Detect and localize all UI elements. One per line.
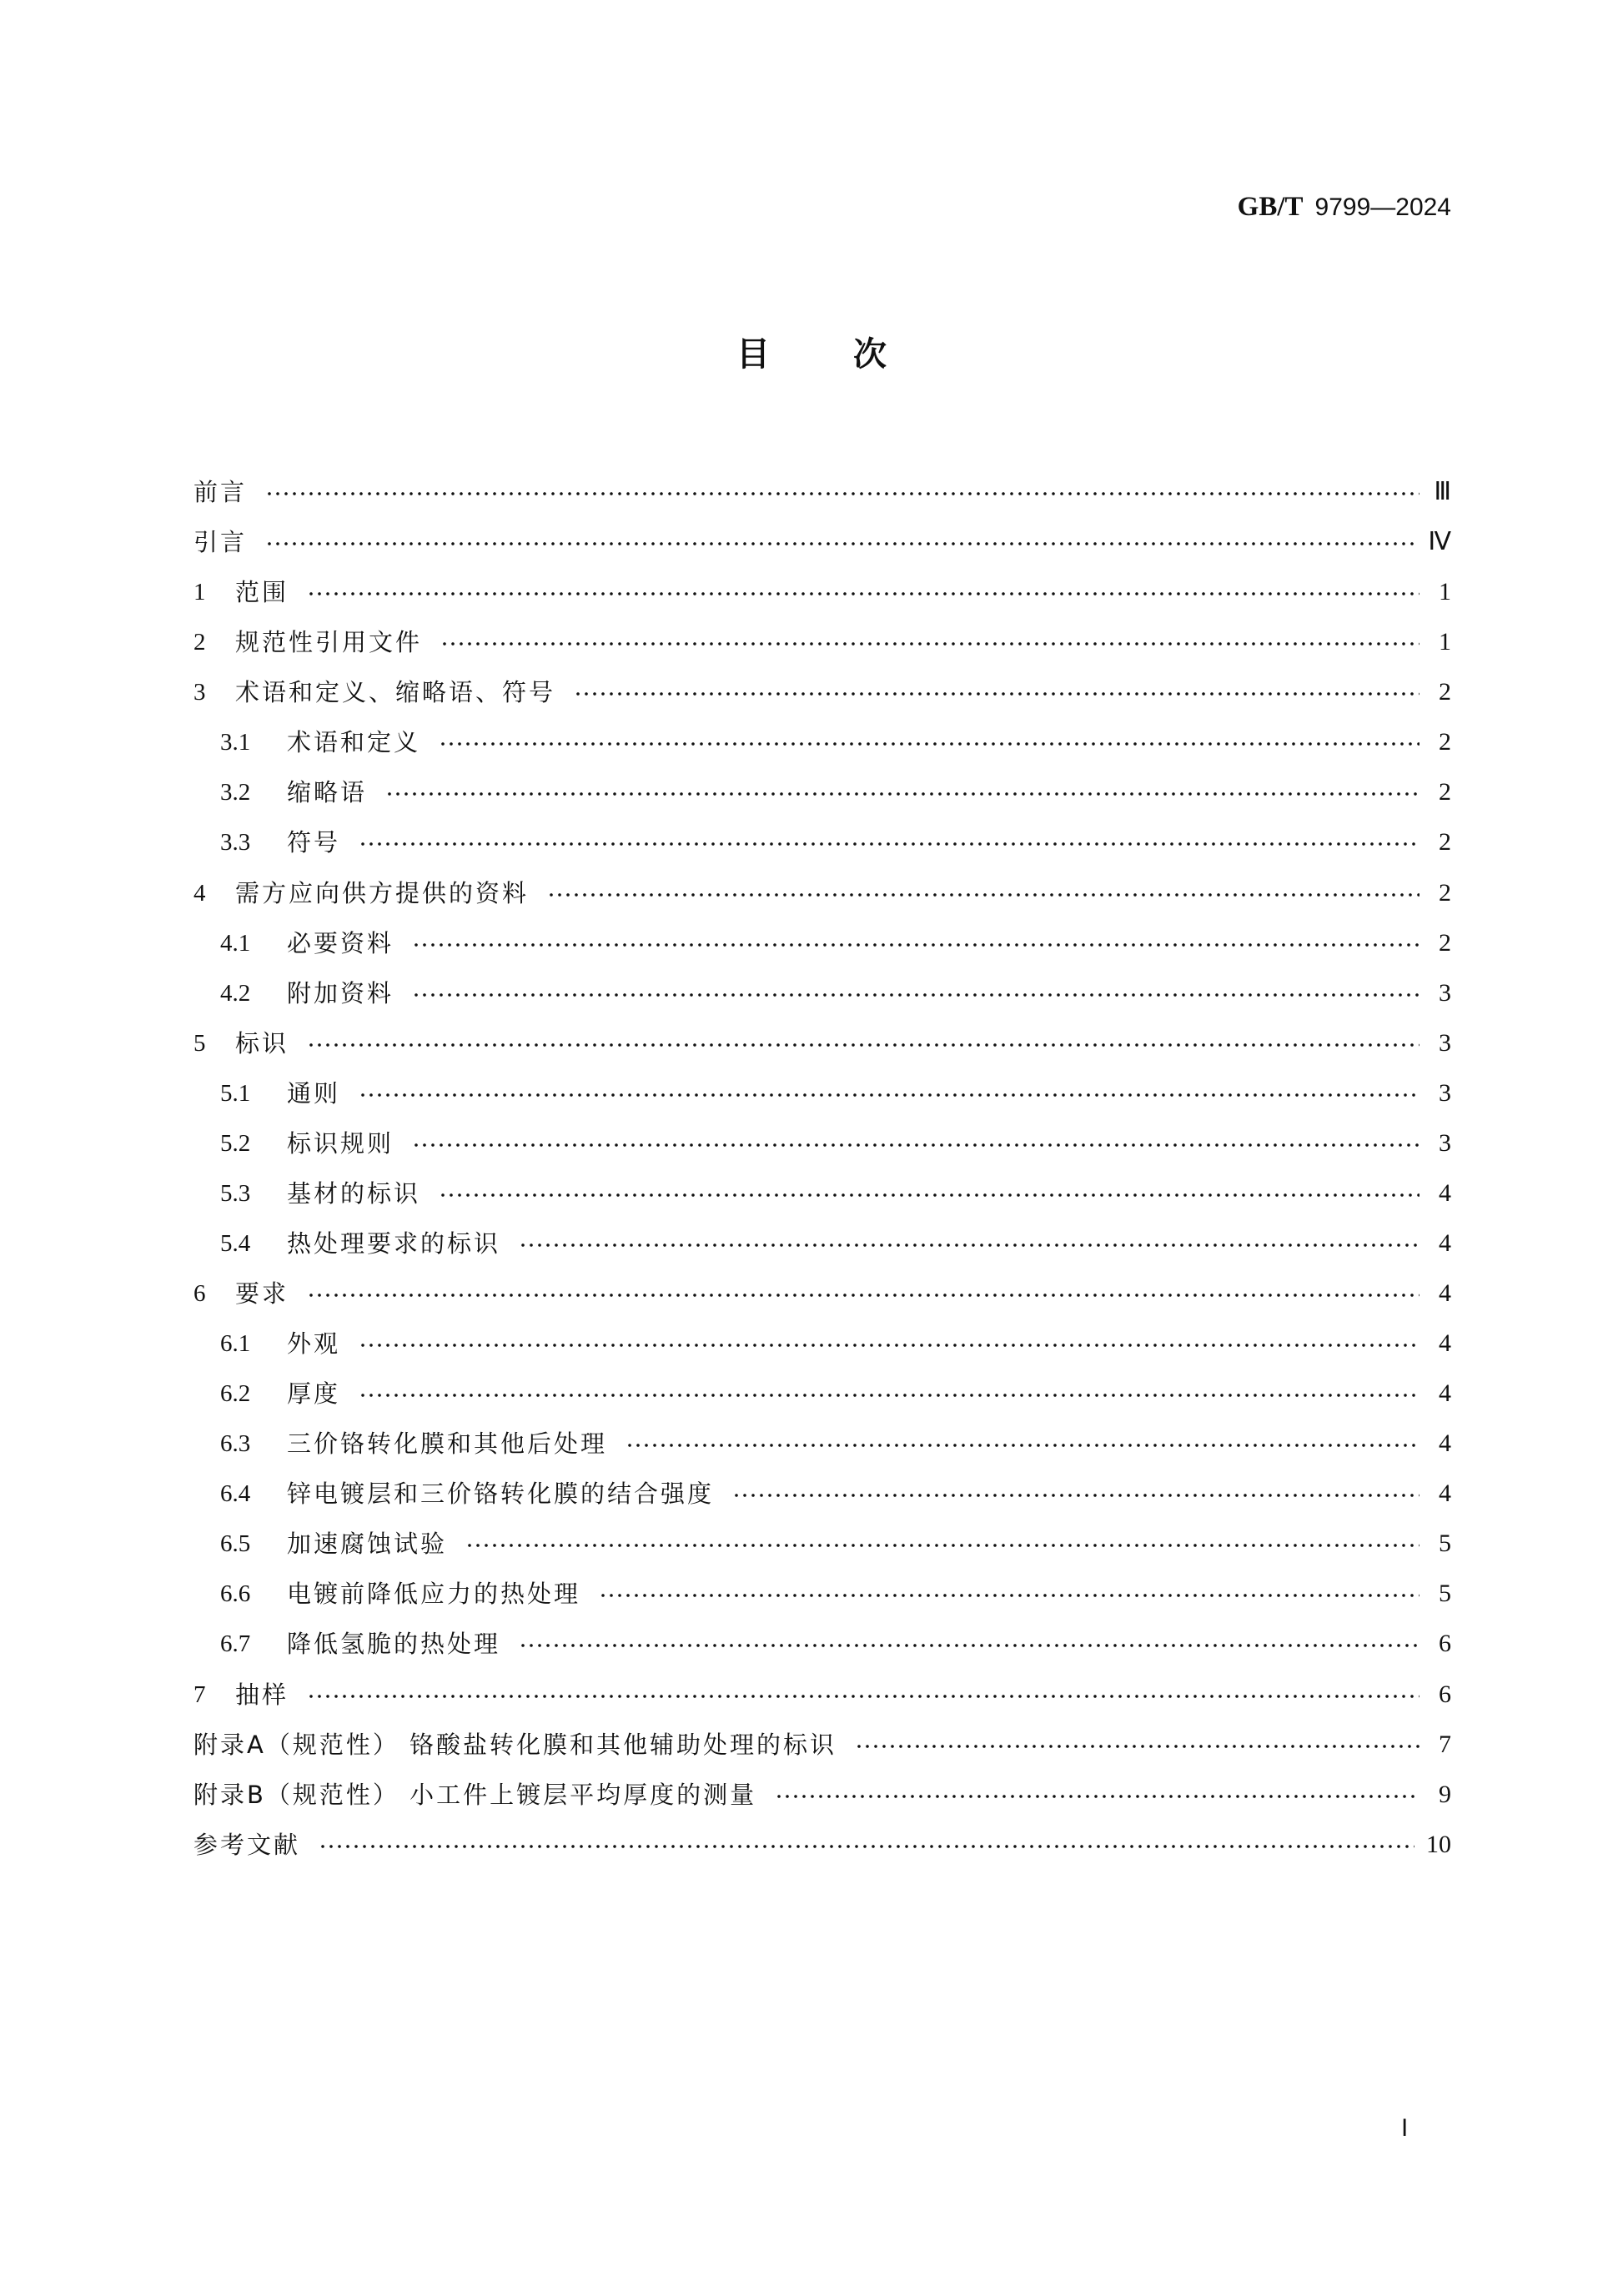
toc-entry-label: 规范性引用文件 <box>235 628 423 657</box>
dot-leader <box>359 842 1419 847</box>
toc-entry-label: 通则 <box>287 1078 341 1108</box>
dot-leader <box>775 1794 1419 1799</box>
toc-entry-page: 4 <box>1439 1279 1451 1308</box>
toc-entry-page: 2 <box>1439 928 1451 957</box>
toc-entry-number: 5 <box>193 1029 206 1057</box>
toc-entry-page: 10 <box>1426 1830 1451 1858</box>
toc-entry[interactable] <box>193 1569 1451 1619</box>
dot-leader <box>307 1694 1419 1699</box>
toc-entry[interactable] <box>193 1419 1451 1469</box>
toc-entry-page: 5 <box>1439 1530 1451 1558</box>
toc-entry[interactable] <box>193 1770 1451 1820</box>
title-char-1: 目 <box>736 335 770 374</box>
toc-entry-label: 符号 <box>287 828 341 857</box>
toc-entry-label: 厚度 <box>287 1379 341 1409</box>
dot-leader <box>465 1543 1419 1548</box>
toc-entry[interactable] <box>193 1168 1451 1218</box>
toc-entry-page: Ⅲ <box>1434 478 1451 506</box>
toc-entry-number: 3.2 <box>220 779 251 806</box>
toc-entry[interactable] <box>193 1319 1451 1369</box>
dot-leader <box>440 641 1419 646</box>
toc-entry-page: 3 <box>1439 1128 1451 1157</box>
toc-entry-page: 3 <box>1439 978 1451 1007</box>
toc-entry-page: 4 <box>1439 1480 1451 1508</box>
toc-entry-number: 3 <box>193 679 206 706</box>
toc-entry-page: 6 <box>1439 1680 1451 1708</box>
toc-entry-number: 5.1 <box>220 1079 251 1107</box>
toc-entry-label: 术语和定义、缩略语、符号 <box>235 678 556 707</box>
toc-entry-number: 6.3 <box>220 1430 251 1458</box>
toc-entry-page: 2 <box>1439 778 1451 806</box>
title-char-2: 次 <box>853 335 887 374</box>
toc-entry-number: 4.2 <box>220 979 251 1007</box>
toc-entry[interactable] <box>193 1018 1451 1068</box>
dot-leader <box>732 1493 1419 1498</box>
toc-entry-label: 术语和定义 <box>287 728 421 757</box>
toc-entry-number: 6.7 <box>220 1630 251 1658</box>
toc-entry-label: 范围 <box>235 578 289 607</box>
toc-entry-page: 4 <box>1439 1379 1451 1408</box>
toc-entry-page: 1 <box>1439 578 1451 606</box>
dot-leader <box>307 591 1419 596</box>
toc-entry-number: 4.1 <box>220 929 251 957</box>
toc-entry-number: 5.2 <box>220 1129 251 1157</box>
dot-leader <box>307 1293 1419 1298</box>
toc-entry[interactable] <box>193 1118 1451 1168</box>
dot-leader <box>599 1593 1419 1598</box>
toc-entry-label: 基材的标识 <box>287 1178 421 1208</box>
toc-entry-number: 2 <box>193 629 206 656</box>
toc-entry-label: 电镀前降低应力的热处理 <box>287 1580 581 1609</box>
toc-entry[interactable] <box>193 1469 1451 1519</box>
toc-entry-label: 缩略语 <box>287 778 368 807</box>
toc-entry-label: 需方应向供方提供的资料 <box>235 878 530 907</box>
dot-leader <box>412 992 1419 997</box>
toc-entry-label: 标识规则 <box>287 1128 394 1158</box>
toc-entry-number: 6.2 <box>220 1380 251 1408</box>
toc-entry-label: 抽样 <box>235 1680 289 1709</box>
toc-entry[interactable] <box>193 1720 1451 1770</box>
toc-entry-label: 必要资料 <box>287 928 394 957</box>
toc-entry-page: 2 <box>1439 828 1451 857</box>
standard-prefix: GB/T <box>1237 192 1304 222</box>
toc-entry-page: 6 <box>1439 1630 1451 1658</box>
dot-leader <box>626 1443 1419 1448</box>
toc-entry[interactable] <box>193 467 1451 517</box>
toc-entry-label: 附加资料 <box>287 978 394 1007</box>
toc-entry-label: 前言 <box>193 478 248 507</box>
dot-leader <box>307 1042 1419 1048</box>
toc-entry-label: 降低氢脆的热处理 <box>287 1630 501 1659</box>
toc-entry[interactable] <box>193 1820 1451 1870</box>
toc-entry[interactable] <box>193 617 1451 667</box>
toc-entry[interactable] <box>193 667 1451 717</box>
toc-entry-label: 参考文献 <box>193 1830 301 1859</box>
toc-entry[interactable] <box>193 1068 1451 1118</box>
dot-leader <box>385 791 1419 796</box>
dot-leader <box>519 1643 1419 1648</box>
dot-leader <box>359 1343 1419 1348</box>
toc-entry-label: 加速腐蚀试验 <box>287 1530 448 1559</box>
toc-entry[interactable] <box>193 868 1451 918</box>
toc-entry-label: 热处理要求的标识 <box>287 1228 501 1258</box>
toc-entry-label: 引言 <box>193 528 248 557</box>
dot-leader <box>574 691 1419 696</box>
toc-entry-number: 6.6 <box>220 1580 251 1608</box>
toc-entry-page: 4 <box>1439 1178 1451 1207</box>
dot-leader <box>855 1744 1419 1749</box>
dot-leader <box>547 892 1419 897</box>
toc-entry-number: 6.1 <box>220 1330 251 1358</box>
toc-entry[interactable] <box>193 717 1451 767</box>
toc-entry-number: 4 <box>193 879 206 907</box>
dot-leader <box>265 491 1419 496</box>
toc-entry-label: 外观 <box>287 1329 341 1359</box>
toc-entry-page: 3 <box>1439 1028 1451 1057</box>
dot-leader <box>439 741 1419 746</box>
dot-leader <box>359 1393 1419 1398</box>
toc-entry-number: 6.4 <box>220 1480 251 1508</box>
toc-entry-label: 三价铬转化膜和其他后处理 <box>287 1429 608 1459</box>
table-of-contents <box>193 467 1451 1870</box>
toc-entry-label: 锌电镀层和三价铬转化膜的结合强度 <box>287 1480 715 1509</box>
toc-entry-number: 6.5 <box>220 1530 251 1558</box>
toc-entry-label: 附录A（规范性） 铬酸盐转化膜和其他辅助处理的标识 <box>193 1730 837 1759</box>
dot-leader <box>359 1093 1419 1098</box>
toc-entry-number: 3.1 <box>220 729 251 756</box>
page-title <box>0 334 1623 375</box>
toc-entry-number: 1 <box>193 579 206 606</box>
toc-entry[interactable] <box>193 767 1451 817</box>
dot-leader <box>265 541 1416 546</box>
dot-leader <box>319 1844 1414 1849</box>
page-folio: Ⅰ <box>1401 2116 1409 2142</box>
standard-code <box>1238 190 1451 224</box>
toc-entry[interactable] <box>193 918 1451 968</box>
toc-entry-page: 7 <box>1439 1730 1451 1758</box>
toc-entry-page: 2 <box>1439 728 1451 756</box>
toc-entry-label: 附录B（规范性） 小工件上镀层平均厚度的测量 <box>193 1780 757 1809</box>
toc-entry[interactable] <box>193 567 1451 617</box>
toc-entry[interactable] <box>193 968 1451 1018</box>
toc-entry[interactable] <box>193 817 1451 867</box>
toc-entry-page: 3 <box>1439 1078 1451 1107</box>
toc-entry[interactable] <box>193 1369 1451 1419</box>
toc-entry-label: 要求 <box>235 1279 289 1309</box>
toc-entry-page: 2 <box>1439 678 1451 706</box>
toc-entry-page: 9 <box>1439 1780 1451 1808</box>
toc-entry[interactable] <box>193 1619 1451 1669</box>
toc-entry-page: 4 <box>1439 1228 1451 1257</box>
toc-entry-page: 2 <box>1439 878 1451 907</box>
toc-entry-page: 4 <box>1439 1429 1451 1458</box>
toc-entry[interactable] <box>193 1670 1451 1720</box>
dot-leader <box>519 1243 1419 1248</box>
toc-entry[interactable] <box>193 1269 1451 1319</box>
toc-entry-label: 标识 <box>235 1028 289 1058</box>
toc-entry-page: Ⅳ <box>1428 528 1451 556</box>
toc-entry-number: 5.3 <box>220 1179 251 1207</box>
dot-leader <box>412 942 1419 947</box>
toc-entry[interactable] <box>193 517 1451 567</box>
toc-entry-number: 3.3 <box>220 829 251 857</box>
dot-leader <box>412 1143 1419 1148</box>
toc-entry-number: 6 <box>193 1280 206 1308</box>
toc-entry-page: 5 <box>1439 1580 1451 1608</box>
toc-entry[interactable] <box>193 1519 1451 1569</box>
standard-number: 9799—2024 <box>1314 193 1451 221</box>
toc-entry-page: 4 <box>1439 1329 1451 1358</box>
toc-entry-number: 7 <box>193 1681 206 1708</box>
toc-entry[interactable] <box>193 1218 1451 1269</box>
toc-entry-number: 5.4 <box>220 1229 251 1257</box>
dot-leader <box>439 1193 1419 1198</box>
toc-entry-page: 1 <box>1439 628 1451 656</box>
